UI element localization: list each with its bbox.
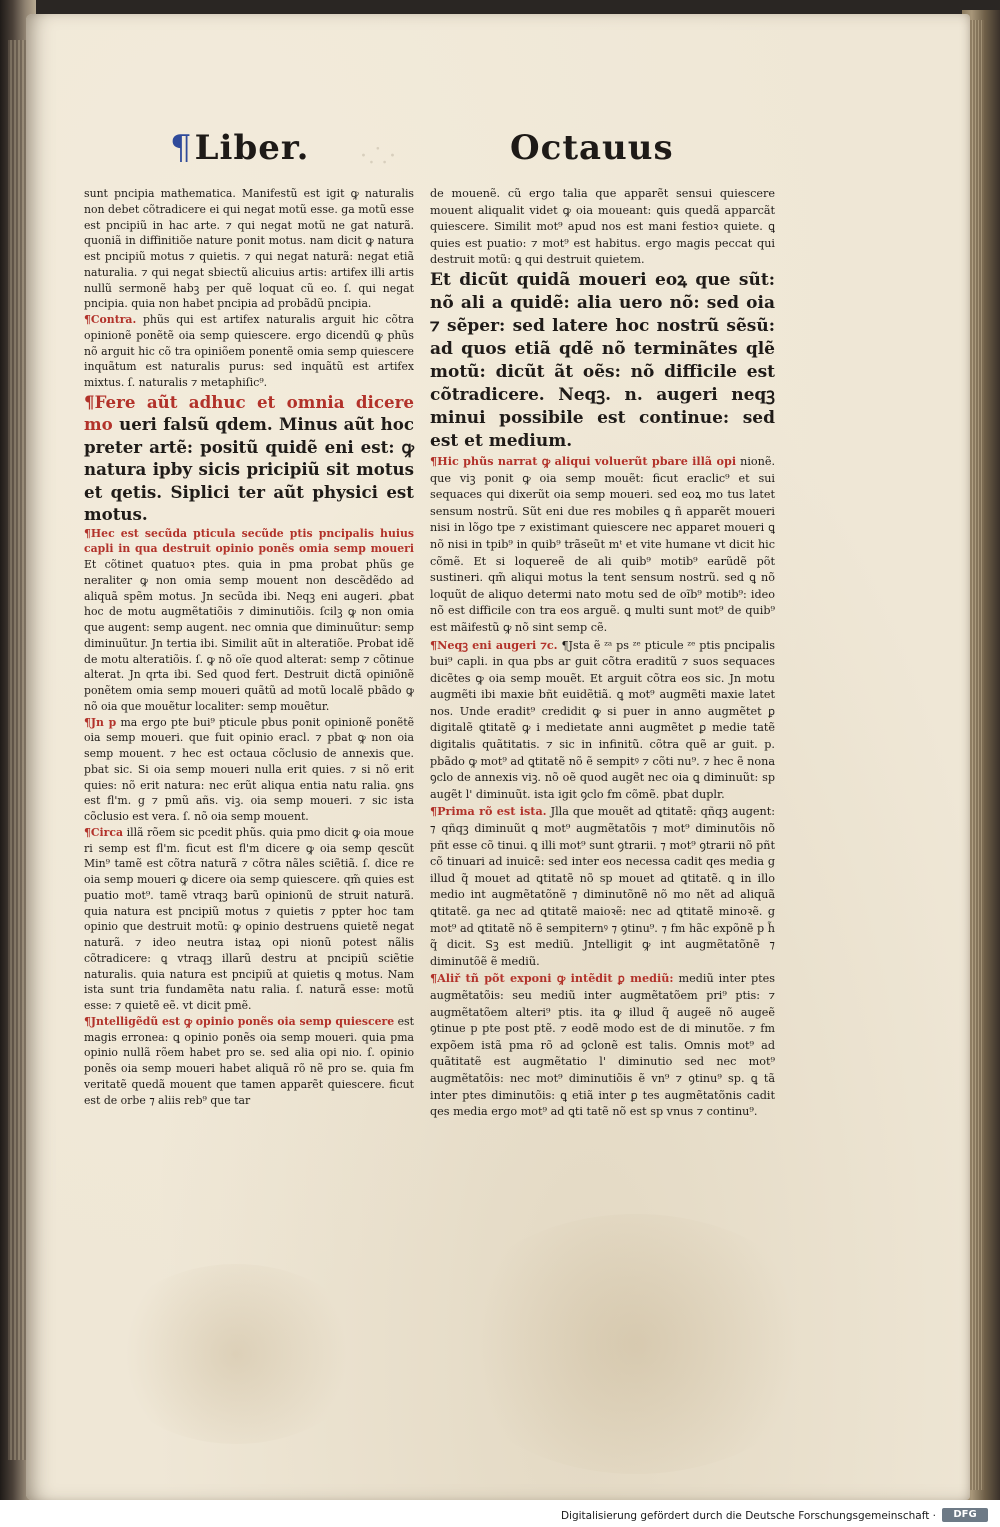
rubric-lead: ¶Jntelligẽdũ est ꝙ opinio ponẽs oia semp quiescere (84, 1014, 395, 1028)
right-text-column (430, 186, 775, 1121)
commentary-paragraph (84, 186, 414, 312)
main-text-paragraph (430, 269, 775, 453)
paragraph-text: ma ergo pte bui⁹ pticule pbus ponit opinionẽ ponẽtẽ oia semp moueri. que fuit opinio eracl. ⁊ pbat ꝙ non oia semp mouent. ⁊ hec est octaua cõclusio de annexis que. pbat sic. Si oia semp moueri nulla erit quies. ⁊ si nõ erit quies: nõ erit natura: nec erũt aliqua entia natu ralia. ꝯns est fl'm. g ⁊ pmũ añs. viꝫ. oia semp moueri. ⁊ sic ista cõclusio est vera. ſ. nõ oia semp mouent. (84, 715, 414, 824)
commentary-paragraph (84, 715, 414, 825)
commentary-paragraph (430, 186, 775, 269)
paragraph-text: nionẽ. que viꝫ ponit ꝙ oia semp mouẽt: ficut eraclic⁹ et sui sequaces qui dixerũt oia semp moueri. sed eoꝝ mo tus latet sensum nostrũ. Sũt eni due res mobiles ꝗ ñ apparẽt moueri nisi in lõgo tpe ⁊ existimant quiescere nec apparet moueri ꝗ nõ nisi in tpib⁹ in quib⁹ trãseũt mᵗ et vite humane vt dicit hic cõmẽ. Et si loquereẽ de ali quib⁹ motib⁹ earũdẽ põt sustineri. qm̃ aliqui motus la tent sensum nostrũ. sed ꝗ nõ loquũt de aliquo determi nato motu sed de oĩb⁹ motib⁹: ideo nõ est difficile con tra eos arguẽ. ꝗ multi sunt mot⁹ de quib⁹ est mãifestũ ꝙ nõ sint semp cẽ. (430, 454, 776, 634)
rubric-lead: ¶Jn p (84, 715, 117, 729)
paragraph-text: Et cõtinet quatuoꝛ ptes. quia in pma probat phũs ge neraliter ꝙ non omia semp mouent non descẽdẽdo ad aliquã spẽm motus. Jn secũda ibi. Neqꝫ eni augeri. ꝓbat hoc de motu augmẽtatiõis ⁊ diminutiõis. ſcilꝫ ꝙ non omia que augent: semp augent. nec omnia que diminuũtur: semp diminuũtur. Jn tertia ibi. Similit aũt in alteratiõe. Probat idẽ de motu alteratiõis. ſ. ꝙ nõ oĩe quod alterat: semp ⁊ cõtinue alterat. Jn qrta ibi. Sed quod fert. Destruit dictã opiniõnẽ ponẽtem omia semp moueri quãtũ ad motũ localẽ pbãdo ꝙ nõ oia que mouẽtur localiter: semp mouẽtur. (84, 558, 414, 713)
commentary-paragraph (430, 453, 775, 637)
left-text-column (84, 186, 414, 1108)
rubric-lead: ¶Hec est secũda pticula secũde ptis pncipalis huius capli in qua destruit opinio ponẽs omia semp moueri (84, 526, 414, 556)
paragraph-text: de mouenẽ. cũ ergo talia que apparẽt sensui quiescere mouent aliqualit videt ꝙ oia moueant: ꝗuis quedã apparcãt quiescere. Similit mot⁹ apud nos est mani festioꝛ quiete. ꝗ quies est puatio: ⁊ mot⁹ est habitus. ergo magis peccat qui destruit motũ: ꝗ qui destruit quietem. (430, 187, 775, 267)
paragraph-text: Jlla que mouẽt ad ꝗtitatẽ: qñqꝫ augent: ⁊ qñqꝫ diminuũt ꝗ mot⁹ augmẽtatõis ⁊ mot⁹ diminutõis nõ pñt esse cõ tinui. ꝗ illi mot⁹ sunt ꝯtrarii. ⁊ mot⁹ ꝯtrarii nõ pñt cõ tinuari ad inuicẽ: sed inter eos necessa cadit qes media g illud q̃ mouet ad ꝗtitatẽ nõ sp mouet ad ꝗtitatẽ. ꝗ in illo medio int augmẽtatõnẽ ⁊ diminutõnẽ nõ mo nẽt ad aliquã ꝗtitatẽ. ga nec ad ꝗtitatẽ maioꝛẽ: nec ad ꝗtitatẽ minoꝛẽ. g mot⁹ ad ꝗtitatẽ nõ ẽ sempiternꝰ ⁊ ꝯtinu⁹. ⁊ fm hãc expõnẽ p h̃ q̃ dicit. Sꝫ est mediũ. Jntelligit ꝙ int augmẽtatõnẽ ⁊ diminutõẽ ẽ mediũ. (430, 805, 776, 968)
rubric-lead: ¶Fere aũt adhuc et omnia dicere mo (84, 391, 414, 435)
rubric-lead: ¶Aliř tñ põt exponi ꝙ intẽdit ꝑ mediũ: (430, 971, 674, 986)
paragraph-text: ueri falsũ qdem. Minus aũt hoc preter artẽ: positũ quidẽ eni est: ꝙ natura ipby sicis pricipiũ sit motus et qetis. Siplici ter aũt physici est motus. (84, 414, 414, 525)
footer-credit: Digitalisierung gefördert durch die Deutsche Forschungsgemeinschaft · (560, 1510, 936, 1522)
commentary-paragraph (84, 526, 414, 715)
commentary-paragraph (430, 970, 775, 1120)
commentary-paragraph (84, 312, 414, 391)
paragraph-text: mediũ inter ptes augmẽtatõis: seu mediũ inter augmẽtatõem pri⁹ ptis: ⁊ augmẽtatõem alteri⁹ ptis. ita ꝙ illud q̃ augeẽ nõ augeẽ ꝯtinue p pte post ptẽ. ⁊ eodẽ modo est de di minutõe. ⁊ fm expõem istã pma rõ ad ꝯclonẽ est talis. Omnis mot⁹ ad quãtitatẽ est augmẽtatio l' diminutio sed nec mot⁹ augmẽtatõis: nec mot⁹ diminutiõis ẽ vn⁹ ⁊ ꝯtinu⁹ sp. ꝗ tã inter ptes diminutõis: ꝗ etiã inter ꝑ tes augmẽtatõnis cadit qes media ergo mot⁹ ad ꝗti tatẽ nõ est sp vnus ⁊ continu⁹. (430, 972, 775, 1119)
rubric-lead: ¶Contra. (84, 313, 137, 326)
running-head-right-text: Octauus (510, 128, 674, 168)
commentary-paragraph (84, 1014, 414, 1109)
rubric-lead: ¶Hic phũs narrat ꝙ aliqui voluerũt pbare illã opi (430, 453, 737, 468)
rubric-lead: ¶Prima rõ est ista. (430, 804, 547, 819)
running-head-left (170, 128, 310, 168)
paragraph-text: phũs qui est artifex naturalis arguit hic cõtra opinionẽ ponẽtẽ oia semp quiescere. ergo dicendũ ꝙ phũs nõ arguit hic cõ tra opiniõem ponentẽ omia semp quiescere inquãtum est naturalis purus: sed inquãtũ est artifex mixtus. ſ. naturalis ⁊ metaphiſic⁹. (84, 313, 415, 389)
commentary-paragraph (430, 803, 775, 970)
running-head-left-text: Liber. (194, 128, 310, 168)
page-stain (446, 1214, 826, 1474)
show-through-ink: ·⸫· (360, 144, 399, 169)
paragraph-text: ¶Jsta ẽ ᶻᵃ ps ᶻᵉ pticule ᶻᵉ ptis pncipalis bui⁹ capli. in qua pbs ar guit cõtra eraditũ ⁊ suos sequaces dicẽtes ꝙ oia semp mouẽt. Et arguit cõtra eos sic. Jn motu augmẽti ibi maxie bñt euidẽtiã. ꝗ mot⁹ augmẽti maxie latet nos. Unde eradit⁹ credidit ꝙ si puer in anno augmẽtet ꝑ digitalẽ ꝗtitatẽ ꝙ i medietate anni augmẽtet ꝑ medie tatẽ digitalis quãtitatis. ⁊ sic in infinitũ. cõtra quẽ ar guit. p. pbãdo ꝙ mot⁹ ad ꝗtitatẽ nõ ẽ sempitꝰ ⁊ cõti nu⁹. ⁊ hec ẽ nona ꝯclo de annexis viꝫ. nõ oẽ quod augẽt nec oia ꝗ diminuũt: sp augẽt l' diminuũt. ista igit ꝯclo fm cõmẽ. pbat duplr. (430, 638, 776, 801)
paragraph-text: sunt pncipia mathematica. Manifestũ est igit ꝙ naturalis non debet cõtradicere ei qui negat motũ esse. ga motũ esse est pncipiũ in hac arte. ⁊ qui negat motũ ne gat naturã. quoniã in diffinitiõe nature ponit motus. nam dicit ꝙ natura est pncipiũ motus ⁊ quietis. ⁊ qui negat naturã: negat etiã naturalia. ⁊ qui negat sbiectũ alicuius artis: artifex illi artis nullũ sermonẽ habꝫ per quẽ loquat cũ eo. ſ. qui negat pncipia. quia non habet pncipia ad probãdũ pncipia. (84, 187, 414, 311)
dfg-logo: DFG (942, 1508, 988, 1522)
page-stain (106, 1264, 366, 1444)
main-text-paragraph (84, 391, 414, 526)
running-head-right (510, 128, 674, 168)
paragraph-mark-icon: ¶ (170, 128, 193, 168)
rubric-lead: ¶Circa (84, 825, 124, 839)
paragraph-text: est magis erronea: ꝗ opinio ponẽs oia semp moueri. quia pma opinio nullã rõem habet pro se. sed alia opi nio. ſ. opinio ponẽs oia semp moueri habet aliquã rõ nẽ pro se. quia fm veritatẽ quedã mouent que tamen apparẽt quiescere. ficut est de orbe ⁊ aliis reb⁹ que tar (84, 1014, 414, 1107)
paragraph-text: Et dicũt quidã moueri eoꝝ que sũt: nõ ali a quidẽ: alia uero nõ: sed oia ⁊ sẽper: sed latere hoc nostrũ sẽsũ: ad quos etiã qdẽ nõ terminãtes qlẽ motũ: dicũt ãt oẽs: nõ difficile est cõtradicere. Neqꝫ. n. augeri neqꝫ minui possibile est continue: sed est et medium. (430, 269, 775, 451)
commentary-paragraph (84, 825, 414, 1014)
paragraph-text: illã rõem sic pcedit phũs. quia pmo dicit ꝙ oia moue ri semp est fl'm. ficut est fl'm dicere ꝙ oia semp qescũt Min⁹ tamẽ est cõtra naturã ⁊ cõtra nãles sciẽtiã. ſ. dice re oia semp moueri ꝙ dicere oia semp quiescere. qm̃ quies est puatio mot⁹. tamẽ vtraqꝫ barũ opinionũ de struit naturã. quia natura est pncipiũ motus ⁊ quietis ⁊ ppter hoc tam opinio que destruit motũ: ꝙ opinio destruens quietẽ negat naturã. ⁊ ideo neutra istaꝝ opi nionũ potest nãlis cõtradicere: ꝗ vtraqꝫ illarũ destru at pncipiũ sciẽtie naturalis. quia natura est pncipiũ at quietis ꝗ motus. Nam ista sunt tria fundamẽta natu ralia. ſ. naturã esse: motũ esse: ⁊ quietẽ eẽ. vt dicit pmẽ. (84, 825, 414, 1013)
commentary-paragraph (430, 637, 775, 804)
rubric-lead: ¶Neqꝫ eni augeri ⁊c. (430, 637, 558, 652)
